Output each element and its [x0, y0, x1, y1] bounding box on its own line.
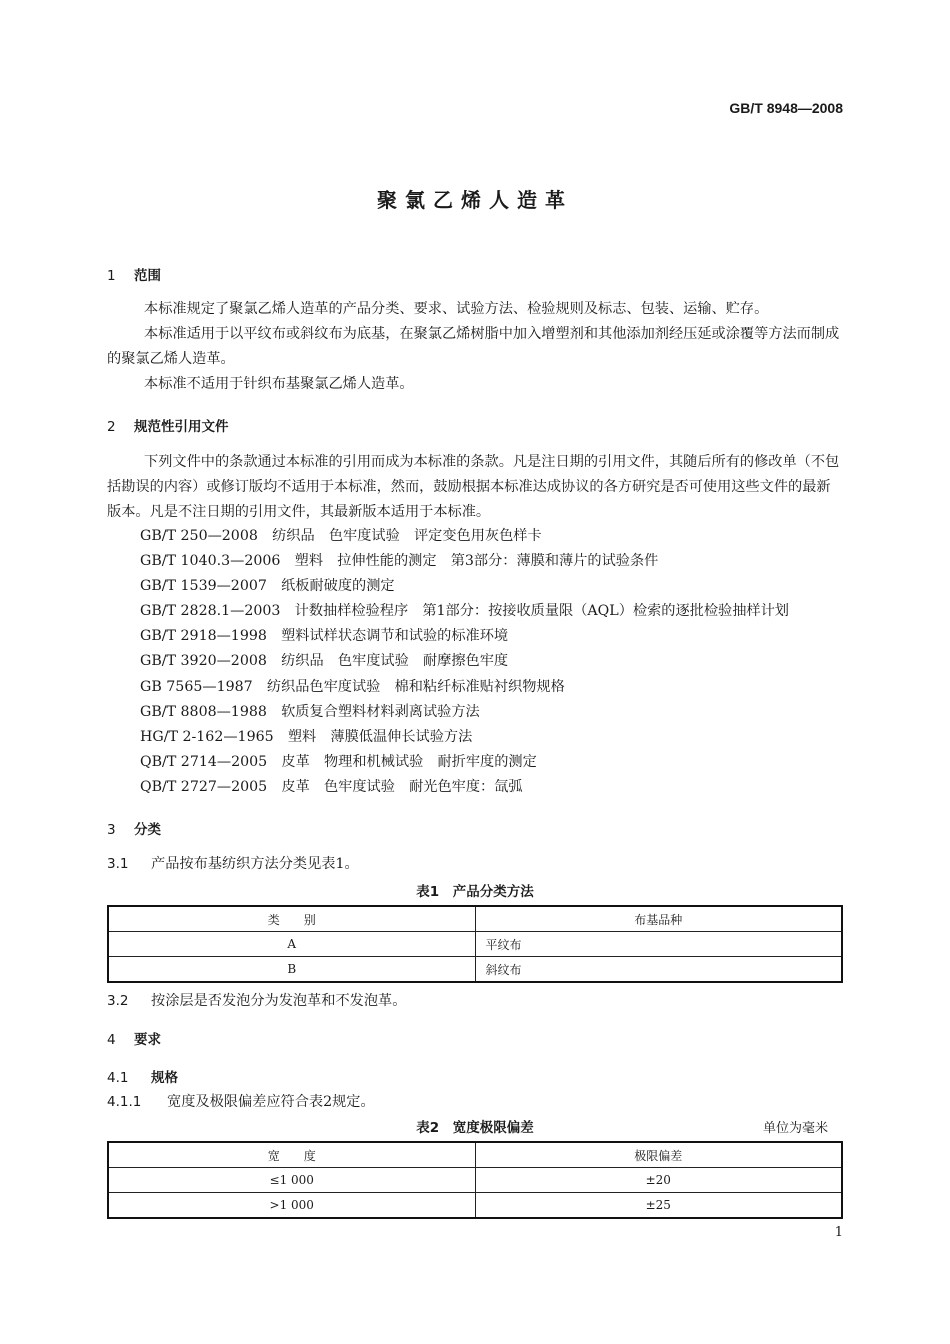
clause-number: 4.1.1 [107, 1094, 142, 1110]
clause-3-1 [107, 853, 359, 873]
clause-4-1-1 [107, 1091, 375, 1111]
section-title: 规范性引用文件 [134, 419, 229, 435]
table-row [108, 1168, 842, 1193]
section-1-heading [107, 264, 161, 284]
section-title: 要求 [134, 1032, 161, 1048]
clause-number: 3.2 [107, 993, 129, 1009]
section-number: 1 [107, 268, 116, 284]
reference-item: GB 7565—1987 纺织品色牢度试验 棉和粘纤标准贴衬织物规格 [140, 679, 565, 695]
page-number: 1 [834, 1225, 843, 1240]
table-row [108, 1193, 842, 1219]
table-2 [107, 1141, 843, 1219]
reference-item: QB/T 2727—2005 皮革 色牢度试验 耐光色牢度：氙弧 [140, 779, 523, 795]
table-cell: A [108, 932, 475, 957]
reference-item: GB/T 1040.3—2006 塑料 拉伸性能的测定 第3部分：薄膜和薄片的试验条件 [140, 553, 659, 569]
standard-number: GB/T 8948—2008 [729, 100, 843, 116]
section-2-heading [107, 415, 229, 435]
clause-text: 产品按布基纺织方法分类见表1。 [151, 856, 359, 872]
clause-3-2 [107, 990, 406, 1010]
table-header-cell: 类 别 [108, 906, 475, 932]
table-header-cell: 布基品种 [475, 906, 842, 932]
clause-number: 3.1 [107, 856, 129, 872]
table-header-cell: 极限偏差 [475, 1142, 842, 1168]
table-cell: >1 000 [108, 1193, 475, 1219]
reference-item: GB/T 3920—2008 纺织品 色牢度试验 耐摩擦色牢度 [140, 653, 509, 669]
table-cell: 斜纹布 [475, 957, 842, 983]
reference-item: GB/T 1539—2007 纸板耐破度的测定 [140, 578, 395, 594]
table-header-cell: 宽 度 [108, 1142, 475, 1168]
reference-item: GB/T 8808—1988 软质复合塑料材料剥离试验方法 [140, 704, 480, 720]
table-1 [107, 905, 843, 983]
section-3-heading [107, 818, 161, 838]
clause-text: 宽度及极限偏差应符合表2规定。 [167, 1094, 375, 1110]
table-cell: ±25 [475, 1193, 842, 1219]
table-cell: 平纹布 [475, 932, 842, 957]
table-header-row [108, 1142, 842, 1168]
section-4-heading [107, 1028, 161, 1048]
section-title: 分类 [134, 822, 161, 838]
clause-number: 4.1 [107, 1070, 129, 1086]
table-row [108, 957, 842, 983]
table-2-caption: 表2 宽度极限偏差 [416, 1120, 534, 1136]
paragraph: 本标准规定了聚氯乙烯人造革的产品分类、要求、试验方法、检验规则及标志、包装、运输、贮存。 [144, 301, 769, 317]
clause-text: 按涂层是否发泡分为发泡革和不发泡革。 [151, 993, 407, 1009]
table-header-row [108, 906, 842, 932]
section-number: 2 [107, 419, 116, 435]
table-cell: B [108, 957, 475, 983]
table-1-caption: 表1 产品分类方法 [416, 884, 534, 900]
table-2-unit: 单位为毫米 [762, 1121, 828, 1136]
clause-title: 规格 [151, 1070, 178, 1086]
reference-item: GB/T 250—2008 纺织品 色牢度试验 评定变色用灰色样卡 [140, 528, 542, 544]
table-cell: ±20 [475, 1168, 842, 1193]
section-number: 3 [107, 822, 116, 838]
paragraph: 下列文件中的条款通过本标准的引用而成为本标准的条款。凡是注日期的引用文件，其随后所有的修改单（不包括勘误的内容）或修订版均不适用于本标准，然而，鼓励根据本标准达成协议的各方研究是否可使用这些文件的最新版本。凡是不注日期的引用文件，其最新版本适用于本标准。 [107, 454, 840, 520]
reference-item: GB/T 2828.1—2003 计数抽样检验程序 第1部分：按接收质量限（AQL）检索的逐批检验抽样计划 [140, 603, 789, 619]
reference-item: QB/T 2714—2005 皮革 物理和机械试验 耐折牢度的测定 [140, 754, 537, 770]
paragraph: 本标准不适用于针织布基聚氯乙烯人造革。 [144, 376, 414, 392]
table-cell: ≤1 000 [108, 1168, 475, 1193]
paragraph: 本标准适用于以平纹布或斜纹布为底基，在聚氯乙烯树脂中加入增塑剂和其他添加剂经压延或涂覆等方法而制成的聚氯乙烯人造革。 [107, 326, 840, 367]
section-number: 4 [107, 1032, 116, 1048]
document-title: 聚氯乙烯人造革 [377, 188, 573, 212]
table-row [108, 932, 842, 957]
reference-item: GB/T 2918—1998 塑料试样状态调节和试验的标准环境 [140, 628, 509, 644]
clause-4-1-heading [107, 1066, 178, 1086]
reference-item: HG/T 2-162—1965 塑料 薄膜低温伸长试验方法 [140, 729, 473, 745]
section-title: 范围 [134, 268, 161, 284]
